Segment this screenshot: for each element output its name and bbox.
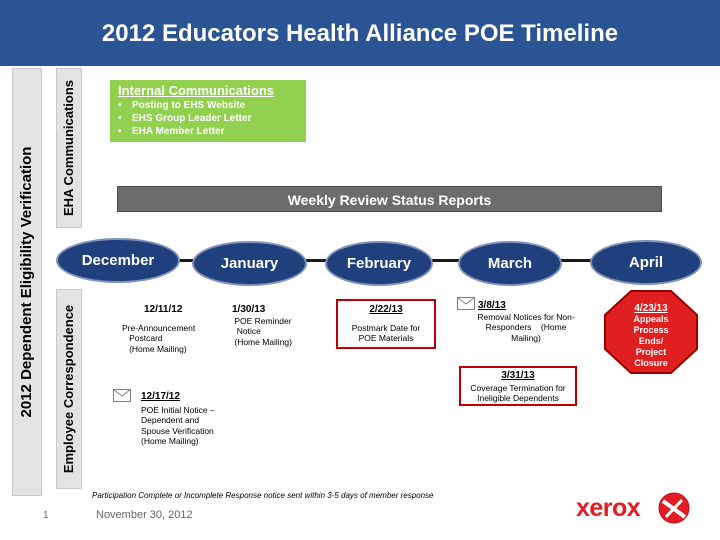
- event-text: Postmark Date for POE Materials: [351, 322, 421, 343]
- list-item: • EHS Group Leader Letter: [118, 112, 298, 125]
- footer-date: November 30, 2012: [96, 509, 193, 521]
- list-item: • Posting to EHS Website: [118, 99, 298, 112]
- page-number: 1: [43, 510, 49, 521]
- internal-communications-box: [110, 80, 306, 142]
- event-text: Removal Notices for Non- Responders (Home Mailing): [477, 311, 575, 343]
- event-date-text: 2/22/13: [369, 304, 403, 315]
- event-text: POE Initial Notice – Dependent and Spouse Verification (Home Mailing): [141, 404, 215, 446]
- event-text: POE Reminder Notice (Home Mailing): [234, 315, 292, 347]
- event-12-11-12: [122, 305, 222, 354]
- event-4-23-13: [604, 303, 698, 369]
- title-bar: [0, 0, 720, 66]
- xerox-sphere-icon: [658, 492, 690, 524]
- xerox-logo: [576, 492, 696, 526]
- event-3-8-13: [466, 301, 586, 343]
- section-bottom-label: Employee Correspondence: [61, 304, 76, 474]
- internal-communications-list: [118, 99, 298, 138]
- month-february: February: [325, 241, 433, 286]
- event-date: 12/11/12: [144, 304, 183, 315]
- logo-wordmark: xerox: [576, 494, 641, 522]
- event-text: Pre-Announcement Postcard (Home Mailing): [122, 322, 196, 354]
- envelope-icon: [113, 389, 131, 402]
- section-top-label: EHA Communications: [61, 79, 76, 217]
- list-item: • EHA Member Letter: [118, 125, 298, 138]
- month-december: December: [56, 238, 180, 283]
- event-date: 1/30/13: [232, 304, 266, 315]
- event-date: 3/31/13: [501, 370, 535, 381]
- month-april: April: [590, 240, 702, 285]
- event-text: Coverage Termination for Ineligible Dependents: [470, 382, 566, 403]
- month-march: March: [458, 241, 562, 286]
- event-body: [461, 371, 575, 404]
- event-1-30-13: [232, 305, 322, 347]
- event-text: Appeals Process Ends/ Project Closure: [633, 314, 669, 368]
- event-12-17-12: [141, 392, 241, 447]
- page-title: 2012 Educators Health Alliance POE Timeline: [101, 20, 619, 47]
- left-band-label: 2012 Dependent Eligibility Verification: [18, 146, 35, 418]
- footnote: Participation Complete or Incomplete Response notice sent within 3-5 days of member response: [92, 491, 434, 500]
- month-january: January: [192, 241, 307, 286]
- event-date: [338, 305, 434, 344]
- event-date: 4/23/13: [634, 303, 668, 314]
- event-3-31-13: [459, 366, 577, 406]
- event-date: 3/8/13: [478, 300, 506, 311]
- event-2-22-13: [336, 299, 436, 349]
- event-date: 12/17/12: [141, 391, 180, 402]
- weekly-review-bar: Weekly Review Status Reports: [117, 186, 662, 212]
- internal-communications-heading: Internal Communications: [118, 83, 275, 98]
